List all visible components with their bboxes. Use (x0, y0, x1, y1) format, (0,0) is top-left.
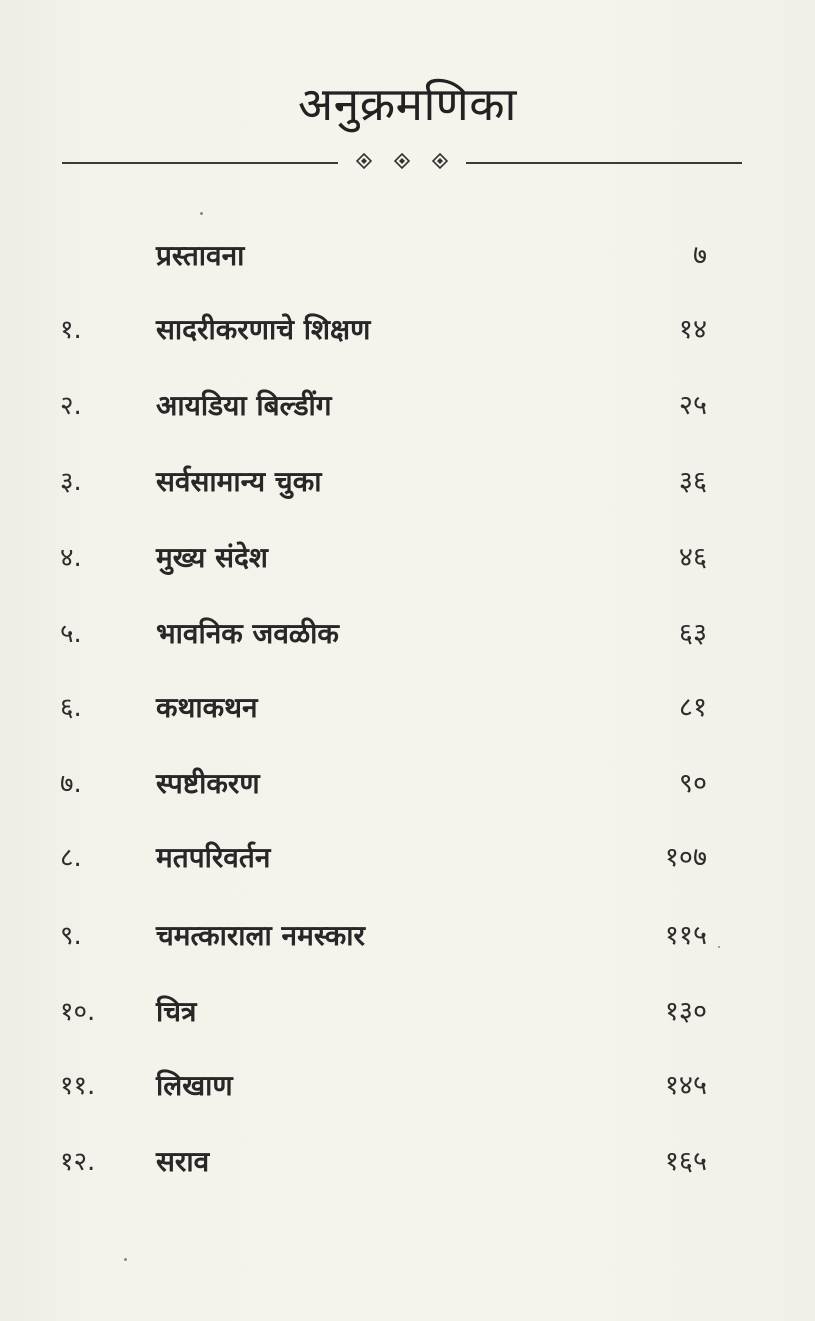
toc-title: चित्र (156, 995, 197, 1028)
divider-right (466, 162, 742, 164)
paper-speck (124, 1258, 127, 1261)
toc-row[interactable] (0, 1062, 815, 1110)
toc-number: १२. (60, 1147, 96, 1177)
toc-row[interactable] (0, 306, 815, 354)
toc-row[interactable] (0, 610, 815, 658)
toc-page-number: २५ (678, 390, 707, 421)
toc-row[interactable] (0, 988, 815, 1036)
toc-page-number: ४६ (678, 542, 707, 573)
toc-page-number: १३० (664, 996, 707, 1027)
toc-title: कथाकथन (156, 691, 258, 724)
paper-speck (200, 212, 203, 215)
toc-row[interactable] (0, 534, 815, 582)
paper-speck (718, 946, 720, 948)
toc-page-number: ११५ (664, 920, 707, 951)
toc-page-number: १६५ (664, 1146, 707, 1177)
toc-page-number: ३६ (678, 466, 707, 497)
toc-row[interactable] (0, 382, 815, 430)
toc-number: १. (60, 315, 82, 345)
toc-number: ३. (60, 467, 82, 497)
toc-title: आयडिया बिल्डींग (156, 389, 332, 422)
toc-row[interactable] (0, 684, 815, 732)
toc-row[interactable] (0, 458, 815, 506)
toc-row[interactable] (0, 912, 815, 960)
toc-page-number: ९० (678, 768, 707, 799)
toc-title: स्पष्टीकरण (156, 767, 260, 800)
toc-page-number: १४५ (664, 1070, 707, 1101)
toc-number: ४. (60, 543, 82, 573)
toc-row-preface[interactable] (0, 232, 815, 280)
toc-number: १०. (60, 997, 96, 1027)
toc-number: ११. (60, 1071, 96, 1101)
toc-number: ६. (60, 693, 82, 723)
toc-title: सराव (156, 1145, 210, 1178)
toc-number: ५. (60, 619, 82, 649)
page-title: अनुक्रमणिका (298, 77, 517, 131)
divider-left (62, 162, 338, 164)
toc-title: सादरीकरणाचे शिक्षण (156, 313, 371, 346)
toc-title: मतपरिवर्तन (156, 841, 271, 874)
toc-title: सर्वसामान्य चुका (156, 465, 322, 498)
diamond-ornament-icon (356, 153, 372, 169)
toc-page-number: ६३ (678, 618, 707, 649)
toc-title: मुख्य संदेश (156, 541, 268, 574)
diamond-ornament-icon (432, 153, 448, 169)
toc-number: ९. (60, 921, 82, 951)
toc-title: प्रस्तावना (156, 239, 245, 272)
diamond-ornament-icon (394, 153, 410, 169)
toc-number: ८. (60, 843, 82, 873)
toc-page-number: ७ (692, 240, 707, 271)
toc-page-number: १०७ (664, 842, 707, 873)
toc-row[interactable] (0, 760, 815, 808)
toc-title: लिखाण (156, 1069, 233, 1102)
toc-page-number: १४ (678, 314, 707, 345)
toc-title: चमत्काराला नमस्कार (156, 919, 365, 952)
toc-number: २. (60, 391, 82, 421)
toc-row[interactable] (0, 1138, 815, 1186)
toc-page-number: ८१ (678, 692, 707, 723)
toc-row[interactable] (0, 834, 815, 882)
divider-ornament (356, 146, 448, 176)
toc-number: ७. (60, 769, 82, 799)
toc-title: भावनिक जवळीक (156, 617, 339, 650)
